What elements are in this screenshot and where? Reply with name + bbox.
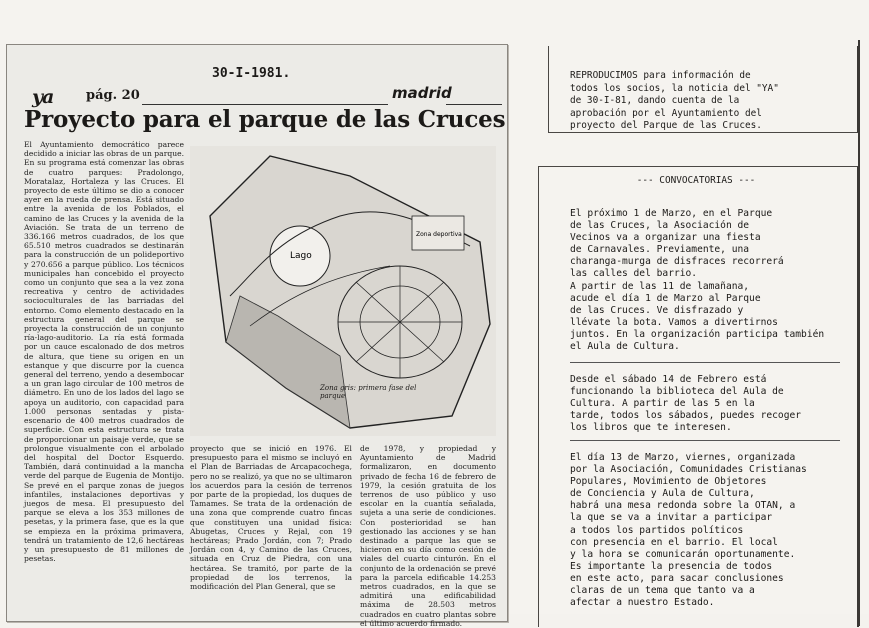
article-column-right: de 1978, y propiedad y Ayuntamiento de Madrid formalizaron, en documento privado de fecha 16 de febrero de 1979, la cesión gratuita de los terrenos de uso público y uso escolar en la cuantía señalada, sujeta a una serie de condiciones. Con posterioridad se han gestionado las acciones y se han destinado a parque las que se hicieron en su día como cesión de viales del cuarto cinturón. En el conjunto de la ordenación se prevé para la parcela edificable 14.253 metros cuadrados, en la que se admitirá una edificabilidad máxima de 28.503 metros cuadrados en cuatro plantas sobre el último acuerdo firmado. xyxy=(360,444,496,628)
article-column-left: El Ayuntamiento democrático parece decidido a iniciar las obras de un parque. En su programa está comenzar las obras de cuatro parques: Pradolongo, Moratalaz, Hortaleza y las Cruces. El proyecto de este último se dio a conocer ayer en la rueda de prensa. Está situado entre la avenida de los Poblados, el camino de las Cruces y la avenida de la Aviación. Se trata de un terreno de 336.166 metros cuadrados, de los que 65.510 metros cuadrados se destinarán para la construcción de un polideportivo y 270.656 a parque público. Los técnicos municipales han concebido el proyecto como un conjunto que sea a la vez zona recreativa y centro de actividades socioculturales de las barriadas del entorno. Como elemento destacado en la estructura general del parque se proyecta la construcción de un conjunto ría-lago-auditorio. La ría está formada por un cauce escalonado de dos metros de altura, que tiene su origen en un estanque y que discurre por la cuenca general del terreno, yendo a desembocar a un gran lago circular de 100 metros de diámetro. En uno de los lados del lago se apoya un auditorio, con capacidad para 1.000 personas sentadas y pista-escenario de 400 metros cuadrados de superficie. Con esta estructura se trata de proporcionar un paisaje verde, que se prolongue visualmente con el arbolado del hospital del Doctor Esquerdo. También, dará continuidad a la mancha verde del parque de Eugenia de Montijo. Se prevé en el parque zonas de juegos infantiles, instalaciones deportivas y juegos de mesa. El presupuesto del parque se eleva a los 353 millones de pesetas, y la primera fase, que es la que se empieza en la próxima primavera, tendrá un tratamiento de 12,6 hectáreas y un presupuesto de 81 millones de pesetas. xyxy=(24,140,184,564)
page-edge-mark xyxy=(858,40,860,626)
library-announcement: Desde el sábado 14 de Febrero está funcionando la biblioteca del Aula de Cultura. A partir de las 5 en la tarde, todos los sábados, puedes recoger los libros que te interesen. xyxy=(570,374,802,434)
round-table-announcement: El día 13 de Marzo, viernes, organizada por la Asociación, Comunidades Cristianas Populares, Movimiento de Objetores de Conciencia y Aula de Cultura, habrá una mesa redonda sobre la OTAN, a la que se va a invitar a participar a todos los partidos políticos con presencia en el barrio. El local y la hora se comunicarán oportunamente. Es importante la presencia de todos en este acto, para sacar conclusiones claras de un tema que tanto va a afectar a nuestro Estado. xyxy=(570,452,807,609)
newspaper-logo: ya xyxy=(32,86,54,108)
article-column-middle: proyecto que se inició en 1976. El presupuesto para el mismo se incluyó en el Plan de Barriadas de Arcapacochega, pero no se realizó, ya que no se ultimaron los acuerdos para la cesión de terrenos por parte de la propiedad, los duques de Tamames. Se trata de la ordenación de una zona que comprende cuatro fincas que constituyen una unidad física: Abugetas, Cruces y Rejal, con 19 hectáreas; Prado Jordán, con 7; Prado Jordán con 4, y Camino de las Cruces, situada en Cruz de Piedra, con una hectárea. Se tramitó, por parte de la propiedad de los terrenos, la modificación del Plan General, que se xyxy=(190,444,352,592)
clipping-date: 30-I-1981. xyxy=(212,66,291,81)
divider xyxy=(570,440,840,441)
header-rule xyxy=(142,104,388,105)
carnival-announcement: El próximo 1 de Marzo, en el Parque de las Cruces, la Asociación de Vecinos va a organizar una fiesta de Carnavales. Previamente, una charanga-murga de disfraces recorrerá las calles del barrio. A partir de las 11 de lamañana, acude el día 1 de Marzo al Parque de las Cruces. Ve disfrazado y llévate la bota. Vamos a divertirnos juntos. En la organización participa también el Aula de Cultura. xyxy=(570,208,825,353)
convocatorias-title: --- CONVOCATORIAS --- xyxy=(636,175,756,186)
article-headline: Proyecto para el parque de las Cruces xyxy=(24,106,506,133)
sports-zone-label: Zona deportiva xyxy=(416,231,462,238)
header-rule-right xyxy=(446,104,502,105)
notice-text: REPRODUCIMOS para información de todos los socios, la noticia del "YA" de 30-I-81, dando cuenta de la aprobación por el Ayuntamiento del proyecto del Parque de las Cruces. xyxy=(570,70,779,132)
lake-label: Lago xyxy=(290,251,312,261)
section-name: madrid xyxy=(392,84,452,102)
map-caption: Zona gris: primera fase del parque xyxy=(320,384,417,400)
divider xyxy=(570,362,840,363)
page-number: pág. 20 xyxy=(86,88,140,103)
